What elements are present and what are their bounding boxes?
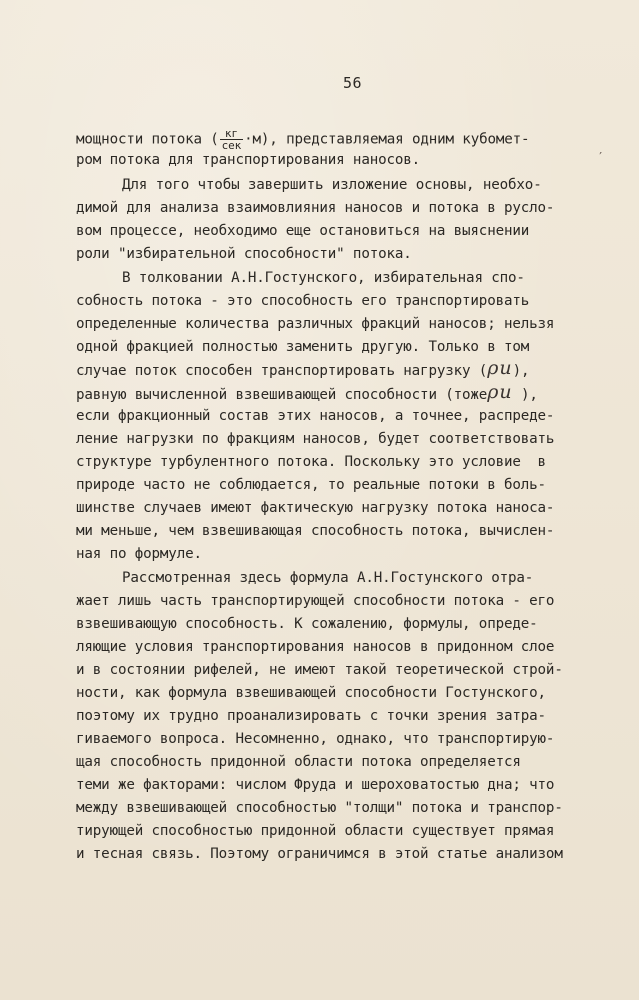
text-line-5: вом процессе, необходимо еще остановиться на выяснении	[76, 223, 530, 239]
text-line-8: собность потока - это способность его транспортировать	[76, 293, 530, 309]
text-line-32: и тесная связь. Поэтому ограничимся в этой статье анализом	[76, 846, 563, 862]
text-line-7: В толковании А.Н.Гостунского, избирательная спо-	[122, 270, 525, 286]
text-line-31: тирующей способностью придонной области существует прямая	[76, 823, 555, 839]
text-line-12: равную вычисленной взвешивающей способности (тожеρu ),	[76, 381, 538, 403]
text-line-26: поэтому их трудно проанализировать с точки зрения затра-	[76, 708, 546, 724]
text-line-28: щая способность придонной области потока определяется	[76, 754, 521, 770]
text-line-20: Рассмотренная здесь формула А.Н.Гостунского отра-	[122, 570, 534, 586]
text-line-24: и в состоянии рифелей, не имеют такой теоретической строй-	[76, 662, 563, 678]
text-line-13: если фракционный состав этих наносов, а точнее, распреде-	[76, 408, 555, 424]
text-line-27: гиваемого вопроса. Несомненно, однако, что транспортирую-	[76, 731, 555, 747]
text-line-18: ми меньше, чем взвешивающая способность потока, вычислен-	[76, 523, 555, 539]
text-line-6: роли "избирательной способности" потока.	[76, 246, 412, 262]
text-line-25: ности, как формула взвешивающей способности Гостунского,	[76, 685, 546, 701]
page-number: 56	[343, 74, 363, 92]
text-line-30: между взвешивающей способностью "толщи" потока и транспор-	[76, 800, 563, 816]
text-line-21: жает лишь часть транспортирующей способности потока - его	[76, 593, 555, 609]
unit-fraction: $\frac{кг}{\text{сек}}$	[221, 127, 242, 152]
text-line-17: шинстве случаев имеют фактическую нагрузку потока наноса-	[76, 500, 555, 516]
text-line-2: ром потока для транспортирования наносов.	[76, 152, 421, 168]
text-line-4: димой для анализа взаимовлияния наносов и потока в русло-	[76, 200, 555, 216]
text-line-16: природе часто не соблюдается, то реальные потоки в боль-	[76, 477, 546, 493]
handwritten-symbol: ρu	[487, 357, 513, 379]
text-line-1: мощности потока ( $\frac{кг}{\text{сек}}$ ·м), представляемая одним кубомет-	[76, 127, 530, 152]
text-line-11: случае поток способен транспортировать нагрузку (ρu),	[76, 357, 530, 379]
text-line-19: ная по формуле.	[76, 546, 202, 562]
text-line-23: ляющие условия транспортирования наносов в придонном слое	[76, 639, 555, 655]
text-line-15: структуре турбулентного потока. Поскольку это условие в	[76, 454, 546, 470]
text-line-3: Для того чтобы завершить изложение основы, необхо-	[122, 177, 542, 193]
text-line-14: ление нагрузки по фракциям наносов, будет соответствовать	[76, 431, 555, 447]
text-line-10: одной фракцией полностью заменить другую. Только в том	[76, 339, 530, 355]
text-line-9: определенные количества различных фракций наносов; нельзя	[76, 316, 555, 332]
pencil-mark: ′	[597, 150, 605, 164]
text-line-22: взвешивающую способность. К сожалению, формулы, опреде-	[76, 616, 538, 632]
handwritten-symbol: ρu	[487, 381, 513, 403]
text-line-29: теми же факторами: числом Фруда и шероховатостью дна; что	[76, 777, 555, 793]
